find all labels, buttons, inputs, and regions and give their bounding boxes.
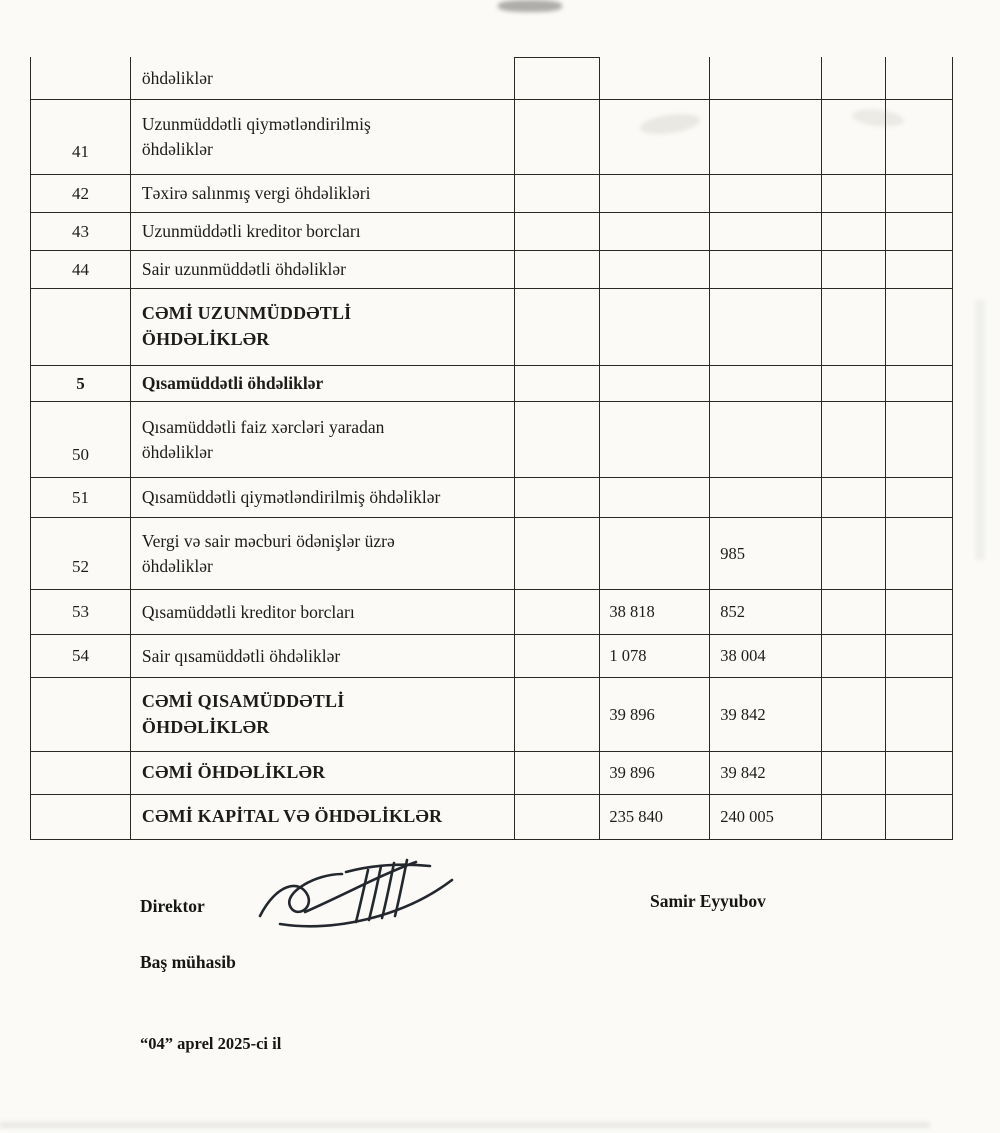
row-code [31,251,131,289]
table-row-total-longterm [31,289,953,366]
empty-cell [886,635,953,678]
scan-artifact [0,1122,930,1128]
empty-cell [886,213,953,251]
table-row [31,402,953,478]
row-code-text: 52 [71,557,89,576]
empty-cell [822,635,886,678]
row-code-text: 42 [71,183,89,203]
row-code [31,366,131,402]
scan-artifact [498,0,562,12]
row-label [131,635,516,678]
row-label [131,518,516,590]
row-label-text: Sair qısamüddətli öhdəliklər [141,645,341,666]
empty-cell [886,795,953,840]
empty-cell [515,590,600,635]
chief-accountant-label: Baş mühasib [140,952,236,972]
row-code-text: 51 [71,487,89,507]
row-label [131,478,516,518]
row-value-col1: 235 840 [600,795,710,840]
empty-cell [515,251,600,289]
row-label [131,366,516,402]
row-label-text: Qısamüddətli faiz xərcləri yaradan öhdəliklər [141,416,385,462]
row-value-col2 [710,478,822,518]
row-label [131,57,516,100]
row-label-text: CƏMİ QISAMÜDDƏTLİ ÖHDƏLİKLƏR [141,690,345,737]
row-code [31,795,131,840]
row-value-col2: 39 842 [710,678,822,752]
row-value-col1 [600,213,710,251]
empty-cell [886,678,953,752]
director-label: Direktor [140,896,205,916]
table-row [31,518,953,590]
row-value-col2 [710,289,822,366]
table-row [31,590,953,635]
row-label-text: Sair uzunmüddətli öhdəliklər [141,259,347,280]
row-label [131,175,516,213]
empty-cell [886,402,953,478]
empty-cell [886,752,953,795]
row-value-col1: 39 896 [600,752,710,795]
table-row [31,175,953,213]
director-signature [250,852,465,937]
row-value-col1 [600,402,710,478]
table-row [31,57,953,100]
row-code-text: 43 [71,221,89,241]
director-name: Samir Eyyubov [650,891,766,911]
table-row-total-shortterm [31,678,953,752]
empty-cell [822,402,886,478]
row-code-text: 41 [71,142,89,161]
row-label [131,678,516,752]
row-label [131,213,516,251]
empty-cell [886,366,953,402]
empty-cell [515,678,600,752]
row-value-col1 [600,289,710,366]
row-code [31,518,131,590]
row-code [31,678,131,752]
empty-cell [886,518,953,590]
empty-cell [886,100,953,175]
row-label-text: Vergi və sair məcburi ödənişlər üzrə öhdəliklər [141,530,395,576]
scan-artifact [975,300,985,560]
empty-cell [822,57,886,100]
empty-cell [822,366,886,402]
empty-cell [515,366,600,402]
empty-cell [822,100,886,175]
row-code-text: 53 [71,602,89,621]
empty-cell [515,402,600,478]
row-label-text: öhdəliklər [141,67,213,88]
row-label [131,100,516,175]
row-code [31,478,131,518]
row-label [131,402,516,478]
row-value-col2: 39 842 [710,752,822,795]
document-date: “04” aprel 2025-ci il [140,1034,282,1053]
empty-cell [822,590,886,635]
empty-cell [515,518,600,590]
table-row-total-capital-liabilities [31,795,953,840]
row-code-text: 50 [71,445,89,464]
row-label [131,289,516,366]
row-label-text: Qısamüddətli kreditor borcları [141,601,355,622]
empty-cell [822,518,886,590]
empty-cell [515,795,600,840]
empty-cell [886,590,953,635]
empty-cell [822,478,886,518]
row-code [31,402,131,478]
table-row [31,635,953,678]
table-row [31,478,953,518]
row-label [131,590,516,635]
row-code [31,590,131,635]
row-code-text: 5 [76,373,85,393]
row-code [31,289,131,366]
row-value-col2 [710,213,822,251]
row-value-col1 [600,518,710,590]
empty-cell [515,635,600,678]
row-value-col2 [710,175,822,213]
row-code-text: 44 [71,259,89,279]
empty-cell [886,478,953,518]
row-value-col1: 38 818 [600,590,710,635]
row-label-text: Qısamüddətli öhdəliklər [141,373,324,394]
empty-cell [886,251,953,289]
empty-cell [822,678,886,752]
row-value-col1: 39 896 [600,678,710,752]
row-label [131,251,516,289]
empty-cell [515,57,600,100]
row-value-col2 [710,366,822,402]
liabilities-table [30,57,953,840]
row-code-text: 54 [71,646,89,665]
table-row [31,100,953,175]
row-label-text: Uzunmüddətli kreditor borcları [141,221,361,242]
empty-cell [515,478,600,518]
row-value-col1: 1 078 [600,635,710,678]
row-value-col2 [710,100,822,175]
row-value-col2: 985 [710,518,822,590]
row-code [31,752,131,795]
table-row-section-header [31,366,953,402]
row-value-col1 [600,251,710,289]
table-row [31,213,953,251]
row-label-text: CƏMİ ÖHDƏLİKLƏR [141,762,326,783]
row-value-col1 [600,175,710,213]
empty-cell [515,213,600,251]
empty-cell [822,795,886,840]
empty-cell [822,752,886,795]
empty-cell [515,289,600,366]
row-value-col1 [600,366,710,402]
row-value-col2 [710,57,822,100]
row-value-col1 [600,478,710,518]
row-value-col1 [600,100,710,175]
row-label-text: CƏMİ KAPİTAL VƏ ÖHDƏLİKLƏR [141,806,443,827]
row-value-col2: 240 005 [710,795,822,840]
empty-cell [822,175,886,213]
row-value-col2 [710,402,822,478]
row-value-col2 [710,251,822,289]
table-row [31,251,953,289]
row-label-text: Qısamüddətli qiymətləndirilmiş öhdəliklər [141,487,441,508]
empty-cell [886,289,953,366]
row-code [31,635,131,678]
row-code [31,100,131,175]
row-label-text: Təxirə salınmış vergi öhdəlikləri [141,183,371,204]
empty-cell [886,57,953,100]
empty-cell [822,289,886,366]
row-code [31,213,131,251]
empty-cell [886,175,953,213]
row-label-text: CƏMİ UZUNMÜDDƏTLİ ÖHDƏLİKLƏR [141,303,352,349]
empty-cell [822,213,886,251]
row-code [31,175,131,213]
row-value-col1 [600,57,710,100]
empty-cell [515,100,600,175]
row-value-col2: 852 [710,590,822,635]
empty-cell [515,175,600,213]
row-label [131,795,516,840]
row-label-text: Uzunmüddətli qiymətləndirilmiş öhdəliklər [141,114,371,159]
row-code [31,57,131,100]
empty-cell [822,251,886,289]
table-row-total-liabilities [31,752,953,795]
row-value-col2: 38 004 [710,635,822,678]
empty-cell [515,752,600,795]
row-label [131,752,516,795]
